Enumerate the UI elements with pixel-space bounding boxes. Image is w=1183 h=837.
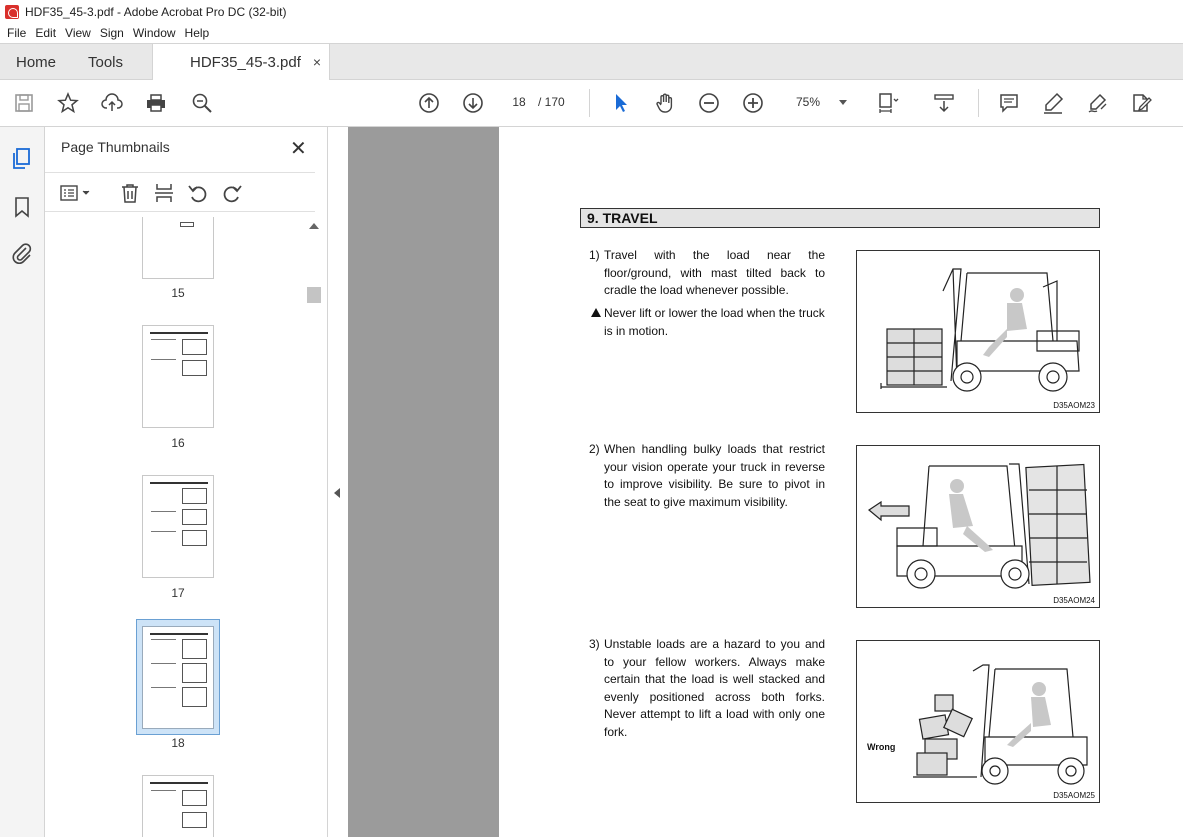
attachments-paperclip-icon[interactable] xyxy=(10,241,34,265)
thumb-text xyxy=(151,790,176,791)
thumb-figure xyxy=(180,222,194,227)
thumb-figure xyxy=(182,663,207,683)
collapse-left-icon[interactable] xyxy=(334,488,340,498)
select-cursor-icon[interactable] xyxy=(609,91,633,115)
instruction-item-3 xyxy=(589,636,825,741)
thumb-text xyxy=(151,531,176,532)
thumbnail-page-image xyxy=(142,626,214,729)
thumb-figure xyxy=(182,360,207,376)
page-thumbnail-18-selected[interactable] xyxy=(136,619,220,735)
main-toolbar xyxy=(0,80,1183,127)
page-total: / 170 xyxy=(538,95,565,109)
thumb-text xyxy=(151,359,176,360)
print-icon[interactable] xyxy=(144,91,168,115)
highlight-pen-icon[interactable] xyxy=(1041,91,1065,115)
page-fit-icon[interactable] xyxy=(876,91,900,115)
window-title: HDF35_45-3.pdf - Adobe Acrobat Pro DC (32-bit) xyxy=(25,4,287,19)
thumb-text xyxy=(151,339,176,340)
next-page-icon[interactable] xyxy=(461,91,485,115)
menu-help[interactable]: Help xyxy=(184,26,210,40)
page-thumbnail-label: 18 xyxy=(171,736,185,750)
menu-bar xyxy=(0,23,1183,43)
zoom-level-select[interactable] xyxy=(787,90,854,114)
warning-triangle-icon xyxy=(591,308,601,317)
menu-sign[interactable]: Sign xyxy=(99,26,124,40)
figure-forklift-reverse-bulky xyxy=(856,445,1100,608)
thumb-text xyxy=(151,639,176,640)
title-bar xyxy=(0,0,1183,23)
page-thumbnail-15[interactable] xyxy=(142,217,214,279)
tab-tools[interactable]: Tools xyxy=(88,53,124,71)
thumb-figure xyxy=(182,687,207,707)
chevron-down-icon xyxy=(839,100,847,105)
thumb-heading xyxy=(150,633,208,635)
scroll-up-icon[interactable] xyxy=(309,223,319,229)
comment-icon[interactable] xyxy=(997,91,1021,115)
thumb-text xyxy=(151,687,176,688)
hand-tool-icon[interactable] xyxy=(653,91,677,115)
figure-code: D35AOM23 xyxy=(1053,401,1095,410)
warning-note xyxy=(591,305,825,340)
thumbnail-toolbar xyxy=(45,172,315,212)
thumb-heading xyxy=(150,482,208,484)
page-thumbnail-label: 17 xyxy=(171,586,185,600)
page-thumbnail-label: 16 xyxy=(171,436,185,450)
pdf-page xyxy=(499,127,1183,837)
unstable-load-illustration xyxy=(857,641,1101,804)
tab-document[interactable] xyxy=(152,44,330,81)
item-number: 3) xyxy=(589,637,600,651)
page-thumbnails-panel xyxy=(45,127,328,837)
page-thumbnail-label: 15 xyxy=(171,286,185,300)
figure-unstable-load-wrong xyxy=(856,640,1100,803)
thumb-figure xyxy=(182,488,207,504)
navigation-rail xyxy=(0,127,45,837)
thumb-figure xyxy=(182,639,207,659)
figure-label-wrong: Wrong xyxy=(867,742,896,752)
page-number-input[interactable] xyxy=(504,90,534,114)
upload-cloud-icon[interactable] xyxy=(100,91,124,115)
insert-page-icon[interactable] xyxy=(153,182,175,204)
save-icon[interactable] xyxy=(12,91,36,115)
thumb-figure xyxy=(182,812,207,828)
close-tab-icon[interactable]: × xyxy=(312,54,321,70)
item-text: When handling bulky loads that restrict your vision operate your truck in reverse to improve visibility. Be sure to pivot in the seat to give maximum visibility. xyxy=(604,442,825,509)
tab-bar xyxy=(0,43,1183,80)
rotate-clockwise-icon[interactable] xyxy=(221,182,243,204)
forklift-illustration xyxy=(857,251,1101,414)
item-text: Travel with the load near the floor/ground, with mast tilted back to cradle the load whenever possible. xyxy=(604,248,825,297)
page-thumbnail-17[interactable] xyxy=(142,475,214,578)
thumb-heading xyxy=(150,332,208,334)
thumb-figure xyxy=(182,530,207,546)
menu-window[interactable]: Window xyxy=(132,26,176,40)
item-number: 1) xyxy=(589,248,600,262)
toolbar-divider xyxy=(589,89,590,117)
warning-text: Never lift or lower the load when the truck is in motion. xyxy=(604,306,825,338)
panel-title: Page Thumbnails xyxy=(61,139,170,155)
acrobat-pdf-icon xyxy=(5,5,19,19)
document-view[interactable] xyxy=(348,127,1183,837)
section-heading: 9. TRAVEL xyxy=(580,208,1100,228)
panel-collapse-handle[interactable] xyxy=(328,127,348,837)
forklift-reverse-illustration xyxy=(857,446,1101,609)
search-zoom-icon[interactable] xyxy=(190,91,214,115)
item-number: 2) xyxy=(589,442,600,456)
thumbnail-scrollbar[interactable] xyxy=(305,217,322,837)
toolbar-divider xyxy=(978,89,979,117)
page-thumbnail-16[interactable] xyxy=(142,325,214,428)
figure-code: D35AOM24 xyxy=(1053,596,1095,605)
zoom-in-icon[interactable] xyxy=(741,91,765,115)
figure-forklift-travel-low xyxy=(856,250,1100,413)
thumb-text xyxy=(151,663,176,664)
scrollbar-thumb[interactable] xyxy=(307,287,321,303)
scroll-mode-icon[interactable] xyxy=(932,91,956,115)
figure-code: D35AOM25 xyxy=(1053,791,1095,800)
menu-view[interactable]: View xyxy=(65,26,91,40)
bookmark-star-icon[interactable] xyxy=(56,91,80,115)
edit-pdf-icon[interactable] xyxy=(1129,91,1153,115)
menu-edit[interactable]: Edit xyxy=(35,26,57,40)
page-thumbnails-icon[interactable] xyxy=(10,147,34,171)
zoom-level-value: 75% xyxy=(796,95,821,109)
delete-trash-icon[interactable] xyxy=(119,182,141,204)
thumbnail-options-icon[interactable] xyxy=(59,182,93,204)
thumb-heading xyxy=(150,782,208,784)
zoom-out-icon[interactable] xyxy=(697,91,721,115)
instruction-item-2 xyxy=(589,441,825,511)
thumb-figure xyxy=(182,790,207,806)
thumb-text xyxy=(151,511,176,512)
rotate-counterclockwise-icon[interactable] xyxy=(187,182,209,204)
page-thumbnail-19[interactable] xyxy=(142,775,214,837)
tab-home[interactable]: Home xyxy=(16,53,57,71)
instruction-item-1 xyxy=(589,247,825,300)
fill-sign-icon[interactable] xyxy=(1085,91,1109,115)
item-text: Unstable loads are a hazard to you and to your fellow workers. Always make certain that the load is well stacked and evenly positioned across both forks. Never attempt to lift a load with only one fork. xyxy=(604,637,825,739)
previous-page-icon[interactable] xyxy=(417,91,441,115)
close-panel-icon[interactable]: ✕ xyxy=(290,138,307,160)
tab-document-label: HDF35_45-3.pdf xyxy=(190,54,301,71)
menu-file[interactable]: File xyxy=(7,26,27,40)
thumb-figure xyxy=(182,339,207,355)
bookmarks-icon[interactable] xyxy=(10,195,34,219)
thumb-figure xyxy=(182,509,207,525)
